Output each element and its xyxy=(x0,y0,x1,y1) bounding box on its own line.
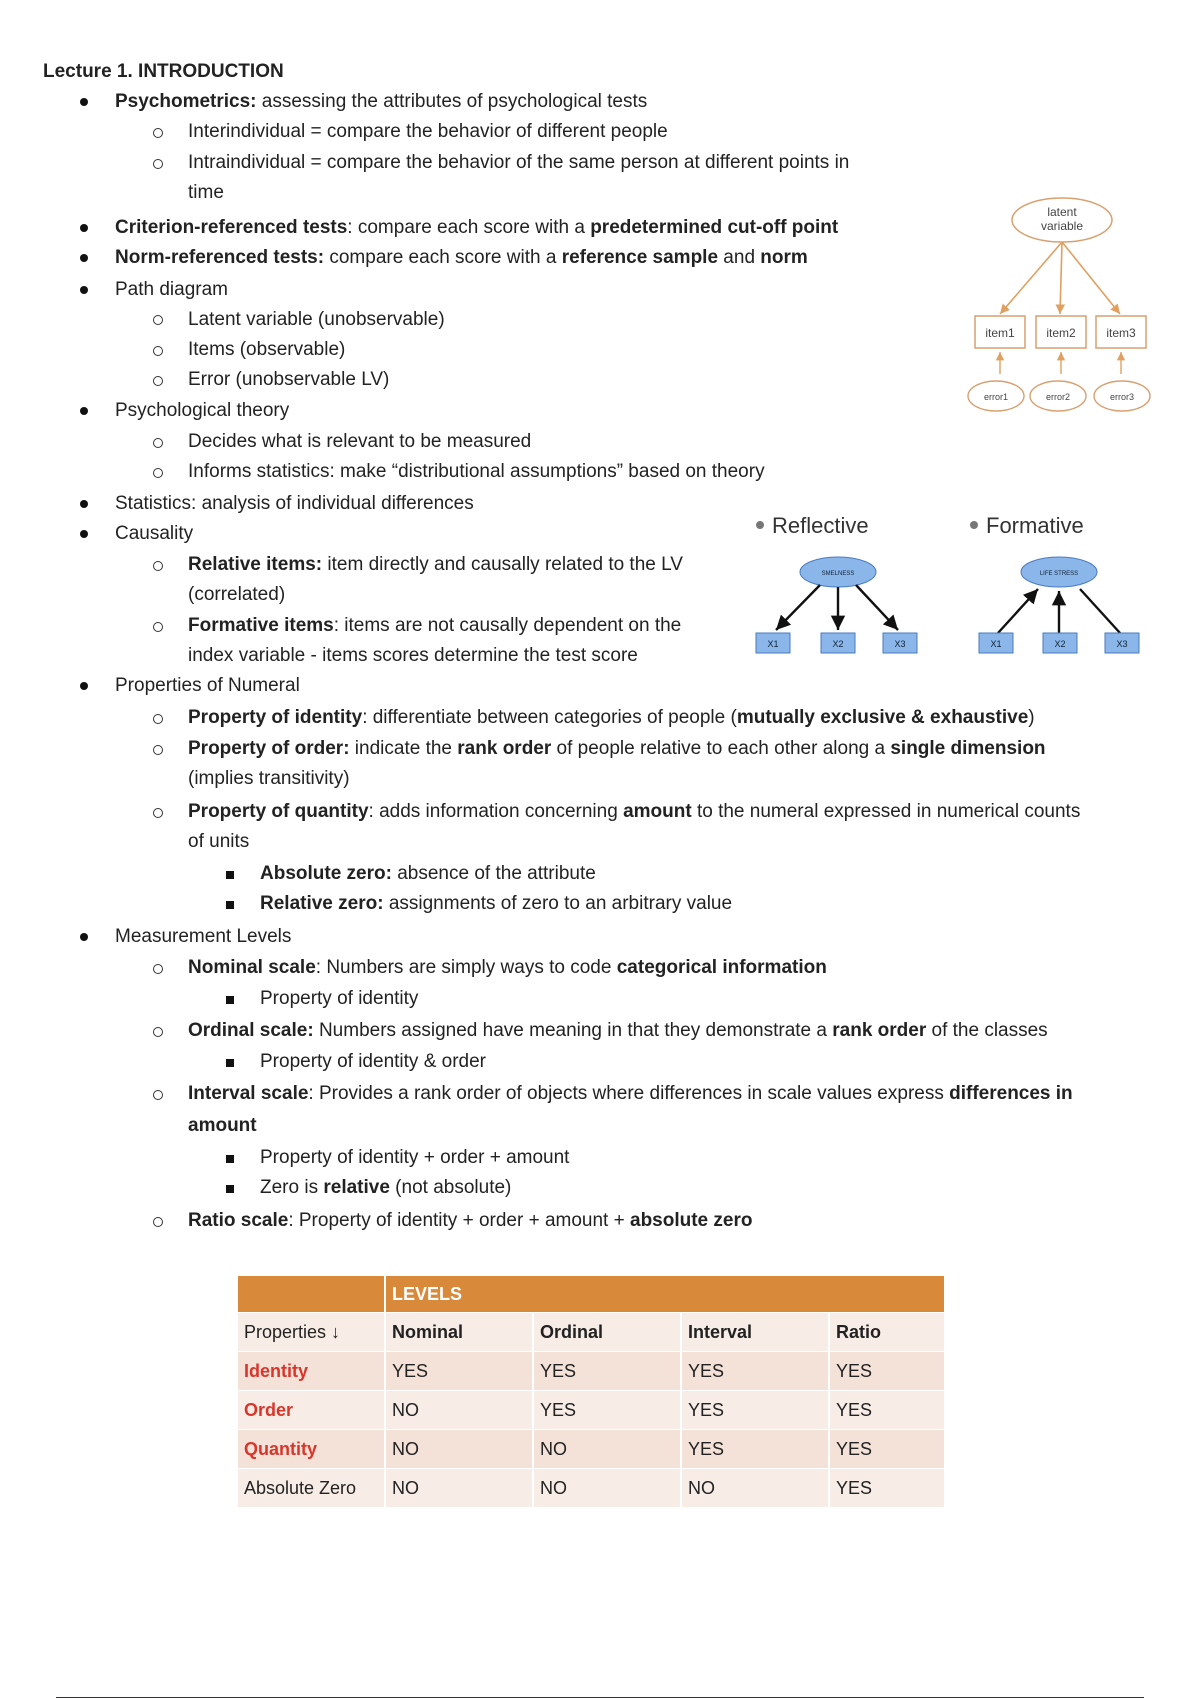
table-cell: YES xyxy=(829,1430,945,1469)
table-cell: NO xyxy=(533,1430,681,1469)
square-bullet xyxy=(226,1155,234,1163)
page-bottom-rule xyxy=(56,1697,1144,1698)
statistics-item: Statistics: analysis of individual differences xyxy=(115,493,474,514)
row-label: Order xyxy=(238,1391,385,1430)
relative-zero-item: Relative zero: assignments of zero to an arbitrary value xyxy=(260,893,733,914)
intraindividual-cont: time xyxy=(188,182,224,203)
quantity-item: Property of quantity: adds information concerning amount to the numeral expressed in numerical counts xyxy=(188,801,1081,822)
bullet xyxy=(80,530,88,538)
norm-item: Norm-referenced tests: compare each score with a reference sample and norm xyxy=(115,247,808,268)
item1-label: item1 xyxy=(985,326,1015,340)
sub-bullet xyxy=(153,315,163,325)
reflective-formative-figure xyxy=(748,505,1160,665)
reflective-bullet xyxy=(756,521,764,529)
reflective-arrow xyxy=(856,585,898,630)
square-bullet xyxy=(226,901,234,909)
ordinal-item: Ordinal scale: Numbers assigned have meaning in that they demonstrate a rank order of the classes xyxy=(188,1020,1048,1041)
formative-title: Formative xyxy=(986,513,1084,538)
bullet xyxy=(80,254,88,262)
square-bullet xyxy=(226,871,234,879)
table-header-blank xyxy=(238,1276,385,1313)
informs-item: Informs statistics: make “distributional assumptions” based on theory xyxy=(188,461,765,482)
table-row xyxy=(238,1391,945,1430)
formative-x2-label: X2 xyxy=(1054,639,1066,649)
table-cell: YES xyxy=(681,1391,829,1430)
sub-bullet xyxy=(153,346,163,356)
interval-item-cont: amount xyxy=(188,1115,257,1136)
error3-label: error3 xyxy=(1109,392,1135,402)
table-cell: YES xyxy=(681,1430,829,1469)
psychometrics-item: Psychometrics: assessing the attributes of psychological tests xyxy=(115,91,648,112)
nominal-item: Nominal scale: Numbers are simply ways to code categorical information xyxy=(188,957,827,978)
bullet xyxy=(80,407,88,415)
latent-arrow xyxy=(1062,242,1120,314)
sub-bullet xyxy=(153,1090,163,1100)
table-cell: NO xyxy=(385,1430,533,1469)
reflective-arrow xyxy=(776,585,820,630)
sub-bullet xyxy=(153,714,163,724)
sub-bullet xyxy=(153,159,163,169)
table-corner: Properties ↓ xyxy=(238,1313,385,1352)
formative-x3-label: X3 xyxy=(1116,639,1128,649)
reflective-x3-label: X3 xyxy=(894,639,906,649)
table-cell: NO xyxy=(385,1469,533,1508)
table-cell: YES xyxy=(829,1352,945,1391)
bullet xyxy=(80,500,88,508)
identity-item: Property of identity: differentiate between categories of people (mutually exclusive & exhaustive) xyxy=(188,707,1035,728)
table-cell: YES xyxy=(829,1469,945,1508)
table-header-row xyxy=(238,1276,945,1313)
reflective-x1-label: X1 xyxy=(767,639,779,649)
formative-items: Formative items: items are not causally dependent on the xyxy=(188,615,682,636)
criterion-item: Criterion-referenced tests: compare each score with a predetermined cut-off point xyxy=(115,217,839,238)
row-label: Identity xyxy=(238,1352,385,1391)
table-cell: NO xyxy=(681,1469,829,1508)
formative-arrow xyxy=(998,589,1038,633)
bullet xyxy=(80,682,88,690)
bullet xyxy=(80,224,88,232)
levels-table xyxy=(238,1276,946,1508)
table-cell: YES xyxy=(681,1352,829,1391)
nominal-sub: Property of identity xyxy=(260,988,419,1009)
item2-label: item2 xyxy=(1046,326,1076,340)
latent-item: Latent variable (unobservable) xyxy=(188,309,445,330)
row-label: Absolute Zero xyxy=(238,1469,385,1508)
bullet xyxy=(80,286,88,294)
levels-item: Measurement Levels xyxy=(115,926,292,947)
interval-item: Interval scale: Provides a rank order of objects where differences in scale values express differences in xyxy=(188,1083,1073,1104)
order-item: Property of order: indicate the rank order of people relative to each other along a single dimension xyxy=(188,738,1046,759)
bullet xyxy=(80,933,88,941)
latent-label-2: variable xyxy=(1040,219,1084,233)
sub-bullet xyxy=(153,964,163,974)
path-diagram-figure xyxy=(960,188,1160,418)
reflective-latent-label: SMELNESS xyxy=(821,571,855,577)
latent-label-1: latent xyxy=(1047,205,1077,219)
sub-bullet xyxy=(153,468,163,478)
interindividual-item: Interindividual = compare the behavior of different people xyxy=(188,121,668,142)
latent-arrow xyxy=(1060,242,1062,314)
theory-item: Psychological theory xyxy=(115,400,290,421)
sub-bullet xyxy=(153,1217,163,1227)
sub-bullet xyxy=(153,128,163,138)
column-header: Interval xyxy=(681,1313,829,1352)
column-header: Ratio xyxy=(829,1313,945,1352)
latent-arrow xyxy=(1000,242,1062,314)
column-header: Nominal xyxy=(385,1313,533,1352)
formative-x1-label: X1 xyxy=(990,639,1002,649)
table-cell: NO xyxy=(533,1469,681,1508)
sub-bullet xyxy=(153,438,163,448)
quantity-item-cont: of units xyxy=(188,831,250,852)
table-header-levels: LEVELS xyxy=(385,1276,945,1313)
row-label: Quantity xyxy=(238,1430,385,1469)
sub-bullet xyxy=(153,1027,163,1037)
bullet xyxy=(80,98,88,106)
ordinal-sub: Property of identity & order xyxy=(260,1051,486,1072)
item3-label: item3 xyxy=(1106,326,1136,340)
relative-items: Relative items: item directly and causally related to the LV xyxy=(188,554,683,575)
error1-label: error1 xyxy=(983,392,1009,402)
page-title: Lecture 1. INTRODUCTION xyxy=(43,61,284,82)
intraindividual-item: Intraindividual = compare the behavior of the same person at different points in xyxy=(188,152,850,173)
formative-items-cont: index variable - items scores determine the test score xyxy=(188,645,638,666)
sub-bullet xyxy=(153,376,163,386)
sub-bullet xyxy=(153,561,163,571)
column-header: Ordinal xyxy=(533,1313,681,1352)
absolute-zero-item: Absolute zero: absence of the attribute xyxy=(260,863,596,884)
interval-sub-1: Property of identity + order + amount xyxy=(260,1147,570,1168)
error-item: Error (unobservable LV) xyxy=(188,369,390,390)
square-bullet xyxy=(226,1059,234,1067)
table-cell: NO xyxy=(385,1391,533,1430)
square-bullet xyxy=(226,996,234,1004)
items-item: Items (observable) xyxy=(188,339,346,360)
table-cell: YES xyxy=(829,1391,945,1430)
numeral-item: Properties of Numeral xyxy=(115,675,300,696)
table-cell: YES xyxy=(385,1352,533,1391)
sub-bullet xyxy=(153,808,163,818)
reflective-title: Reflective xyxy=(772,513,869,538)
sub-bullet xyxy=(153,745,163,755)
causality-item: Causality xyxy=(115,523,194,544)
square-bullet xyxy=(226,1185,234,1193)
interval-sub-2: Zero is relative (not absolute) xyxy=(260,1177,512,1198)
formative-latent-label: LIFE STRESS xyxy=(1039,571,1079,577)
formative-arrow xyxy=(1080,589,1120,633)
formative-bullet xyxy=(970,521,978,529)
table-row xyxy=(238,1430,945,1469)
error2-label: error2 xyxy=(1045,392,1071,402)
path-diagram-item: Path diagram xyxy=(115,279,229,300)
table-row xyxy=(238,1313,945,1352)
reflective-x2-label: X2 xyxy=(832,639,844,649)
table-cell: YES xyxy=(533,1391,681,1430)
ratio-item: Ratio scale: Property of identity + order + amount + absolute zero xyxy=(188,1210,753,1231)
table-row xyxy=(238,1469,945,1508)
relative-items-cont: (correlated) xyxy=(188,584,286,605)
sub-bullet xyxy=(153,622,163,632)
table-cell: YES xyxy=(533,1352,681,1391)
decides-item: Decides what is relevant to be measured xyxy=(188,431,532,452)
table-row xyxy=(238,1352,945,1391)
order-item-cont: (implies transitivity) xyxy=(188,768,350,789)
